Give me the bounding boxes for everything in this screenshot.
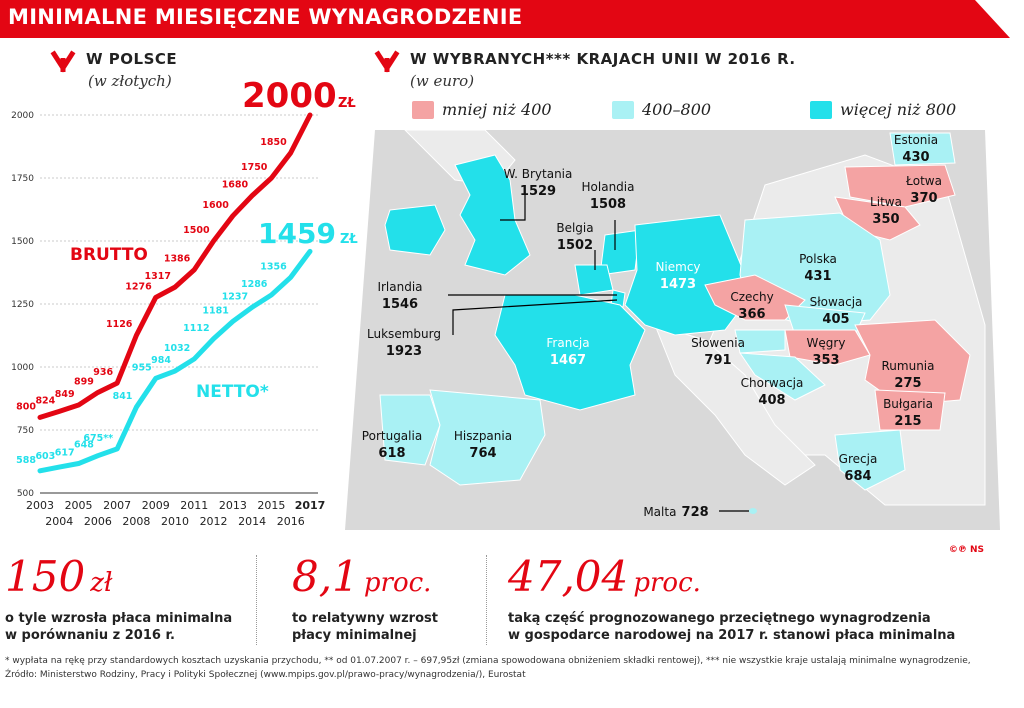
x-tick-label: 2016 <box>276 515 305 528</box>
map-label-value: 408 <box>758 393 786 408</box>
data-label: 984 <box>151 355 171 367</box>
x-tick-label: 2006 <box>83 515 112 528</box>
x-tick-label: 2013 <box>218 499 247 512</box>
map-label-name: Litwa <box>870 195 902 209</box>
copyright-mark: ©℗ NS <box>948 545 984 555</box>
stat-3-desc-line2: w gospodarce narodowej na 2017 r. stanowi płaca minimalna <box>508 628 956 643</box>
end-value-netto: 1459 <box>258 217 336 250</box>
y-tick-label: 2000 <box>11 111 34 121</box>
map-label-value: 215 <box>894 414 922 429</box>
map-label-name: Słowacja <box>809 295 863 309</box>
map-label-value: 430 <box>902 150 930 165</box>
legend-item-high <box>810 100 956 119</box>
map-label-name: Portugalia <box>361 429 423 443</box>
map-label-name: Czechy <box>730 290 774 304</box>
data-label: 1112 <box>183 322 210 334</box>
map-label-value: 366 <box>738 307 766 322</box>
x-tick-label: 2017 <box>294 499 326 512</box>
map-label-name: Polska <box>799 252 837 266</box>
map-label-name: Rumunia <box>881 359 935 373</box>
y-tick-label: 1750 <box>11 174 34 184</box>
stat-1-desc-line2: w porównaniu z 2016 r. <box>5 628 175 643</box>
map-country-bulgaria <box>875 390 945 430</box>
map-label-value: 764 <box>469 446 497 461</box>
data-label: 1032 <box>163 342 191 354</box>
x-tick-label: 2003 <box>26 499 54 512</box>
map-label-name: Niemcy <box>655 260 701 274</box>
map-label-name: Bułgaria <box>883 397 933 411</box>
map-label-name: Łotwa <box>906 174 942 188</box>
map-label-value: 1502 <box>556 238 594 253</box>
stat-2-unit: proc. <box>363 568 432 598</box>
map-label-name: Chorwacja <box>740 376 804 390</box>
map-label-value: 1508 <box>589 197 627 212</box>
y-tick-label: 1250 <box>11 300 34 310</box>
x-tick-label: 2005 <box>64 499 93 512</box>
data-label: 824 <box>35 395 56 407</box>
map-label-value: 791 <box>704 353 732 368</box>
map-label-name: Francja <box>546 336 590 350</box>
map-country-estonia <box>890 133 955 165</box>
data-label: 899 <box>74 376 94 388</box>
map-label-value: 370 <box>910 191 938 206</box>
map-label-name: Irlandia <box>377 280 423 294</box>
map-label-value: 405 <box>822 312 850 327</box>
divider <box>486 555 487 645</box>
data-label: 1181 <box>202 305 229 317</box>
map-label-value: 275 <box>894 376 922 391</box>
eu-wage-map <box>345 125 1000 535</box>
legend-label: 400–800 <box>642 100 712 119</box>
stat-3-desc <box>508 610 955 644</box>
data-label: 800 <box>16 401 36 413</box>
map-label-name: Hiszpania <box>453 429 513 443</box>
map-label-value: 728 <box>681 505 709 520</box>
stat-1-unit: zł <box>90 568 113 598</box>
y-tick-label: 1500 <box>11 237 34 247</box>
data-label: 675** <box>83 432 114 444</box>
map-label-name: Belgia <box>556 221 594 235</box>
end-unit-brutto: ZŁ <box>338 96 356 111</box>
x-tick-label: 2012 <box>199 515 228 528</box>
down-arrow-icon <box>374 50 400 80</box>
data-label: 1750 <box>240 162 268 173</box>
data-label: 1680 <box>221 179 249 191</box>
data-label: 603 <box>35 451 56 463</box>
data-label: 1850 <box>260 136 287 148</box>
legend-swatch-low <box>412 101 434 119</box>
data-label: 1286 <box>240 278 268 290</box>
map-label-value: 353 <box>812 353 840 368</box>
stat-3-desc-line1: taką część prognozowanego przeciętnego wynagrodzenia <box>508 611 931 626</box>
map-label-name: Grecja <box>838 452 878 466</box>
legend-swatch-high <box>810 101 832 119</box>
data-label: 617 <box>54 447 75 459</box>
data-label: 1500 <box>183 225 210 236</box>
x-tick-label: 2007 <box>103 499 132 512</box>
map-label-value: 1529 <box>519 184 557 199</box>
end-value-brutto: 2000 <box>242 76 337 116</box>
data-label: 588 <box>16 454 36 466</box>
data-label: 648 <box>74 439 94 451</box>
map-label-name: W. Brytania <box>503 167 573 181</box>
map-label-name: Holandia <box>581 180 635 194</box>
stat-3 <box>508 552 701 601</box>
series-label-brutto: BRUTTO <box>70 245 148 265</box>
stat-2-desc <box>292 610 438 644</box>
right-section-heading: W WYBRANYCH*** KRAJACH UNII W 2016 R. <box>410 50 796 68</box>
data-label: 1126 <box>105 319 133 331</box>
data-label: 841 <box>112 391 133 403</box>
end-unit-netto: ZŁ <box>340 232 358 247</box>
data-label: 955 <box>131 362 152 374</box>
legend-item-mid <box>612 100 711 119</box>
data-label: 849 <box>54 389 75 401</box>
data-label: 1276 <box>125 281 152 293</box>
map-label-value: 1546 <box>381 297 419 312</box>
stat-1 <box>5 552 112 601</box>
legend-swatch-mid <box>612 101 634 119</box>
x-tick-label: 2004 <box>45 515 74 528</box>
stat-1-desc <box>5 610 232 644</box>
map-label-value: 1473 <box>659 277 697 292</box>
map-label-value: 618 <box>378 446 406 461</box>
series-label-netto: NETTO* <box>196 382 269 402</box>
map-label-value: 1467 <box>549 353 587 368</box>
stat-2-desc-line2: płacy minimalnej <box>292 628 417 643</box>
title-banner <box>0 0 1010 38</box>
page-title: MINIMALNE MIESIĘCZNE WYNAGRODZENIE <box>8 5 523 29</box>
wage-line-chart <box>0 75 370 535</box>
y-tick-label: 1000 <box>11 363 34 373</box>
map-label-name: Malta <box>643 505 677 519</box>
y-tick-label: 500 <box>16 489 34 499</box>
data-label: 1356 <box>260 261 287 273</box>
stat-1-desc-line1: o tyle wzrosła płaca minimalna <box>5 611 233 626</box>
map-label-value: 684 <box>844 469 872 484</box>
data-label: 1386 <box>163 253 191 265</box>
left-section-heading: W POLSCE <box>86 50 178 68</box>
divider <box>256 555 257 645</box>
map-label-name: Luksemburg <box>367 327 441 341</box>
footnote-source: Źródło: Ministerstwo Rodziny, Pracy i Polityki Społecznej (www.mpips.gov.pl/prawo-pracy/wynagrodzenia/), Eurostat <box>5 670 526 680</box>
stat-3-number: 47,04 <box>508 552 629 601</box>
legend-label: więcej niż 800 <box>840 100 957 119</box>
footnote-line-1: * wypłata na rękę przy standardowych kosztach uzyskania przychodu, ** od 01.07.2007 r. – 697,95zł (zmiana spowodowana obniżeniem składki rentowej), *** nie wszystkie kraje ustalają minimalne wynagrodzenie, <box>5 656 971 666</box>
map-label-value: 350 <box>872 212 900 227</box>
map-label-value: 431 <box>804 269 832 284</box>
map-country-belgium <box>575 265 613 295</box>
y-tick-label: 750 <box>16 426 34 436</box>
stat-2-number: 8,1 <box>292 552 359 601</box>
map-label-name: Słowenia <box>691 336 745 350</box>
x-tick-label: 2010 <box>161 515 189 528</box>
map-label-name: Węgry <box>806 336 846 350</box>
data-label: 1237 <box>221 291 249 303</box>
right-section-subheading: (w euro) <box>410 72 475 90</box>
x-tick-label: 2011 <box>180 499 209 512</box>
map-label-name: Estonia <box>893 133 939 147</box>
stat-3-unit: proc. <box>633 568 701 598</box>
x-tick-label: 2009 <box>141 499 170 512</box>
stat-2 <box>292 552 431 601</box>
left-section-subheading: (w złotych) <box>88 72 172 90</box>
legend-label: mniej niż 400 <box>442 100 552 119</box>
map-country-slovenia <box>735 330 785 353</box>
data-label: 1317 <box>144 271 171 283</box>
map-country-malta <box>749 508 757 514</box>
data-label: 936 <box>93 367 114 379</box>
map-country-germany <box>625 215 745 335</box>
stat-1-number: 150 <box>5 552 86 601</box>
stat-2-desc-line1: to relatywny wzrost <box>292 611 438 626</box>
data-label: 1600 <box>202 199 229 211</box>
legend-item-low <box>412 100 552 119</box>
x-tick-label: 2008 <box>122 515 151 528</box>
x-tick-label: 2015 <box>257 499 286 512</box>
map-label-value: 1923 <box>385 344 423 359</box>
x-tick-label: 2014 <box>238 515 267 528</box>
